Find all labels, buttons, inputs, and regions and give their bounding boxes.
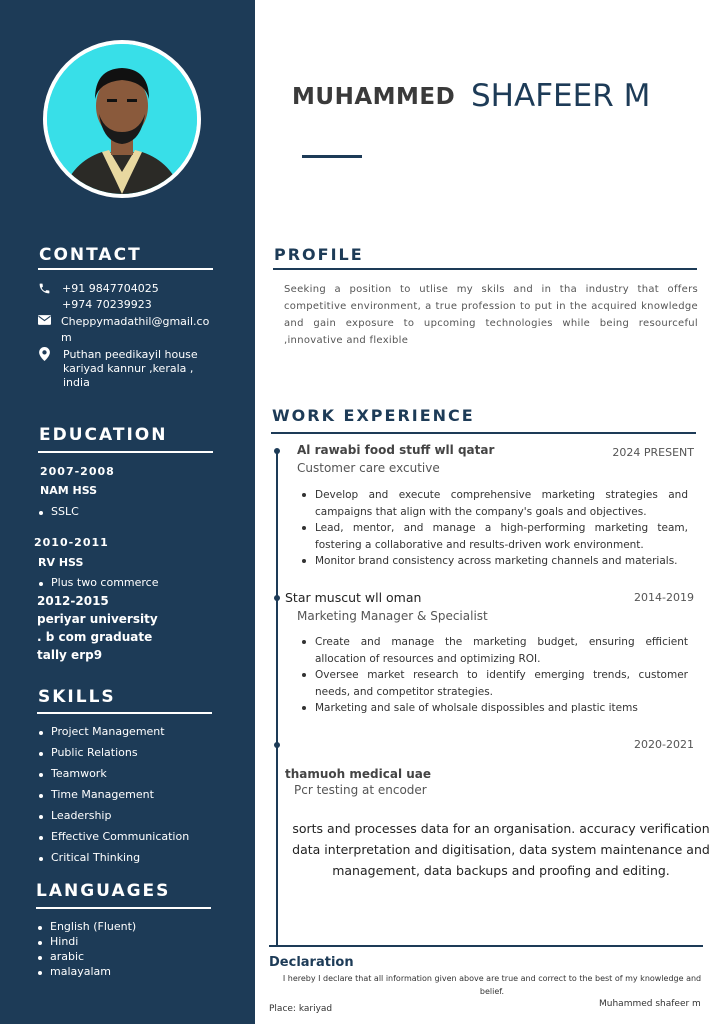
skill-item: Critical Thinking [38, 851, 189, 864]
job-1-date: 2024 PRESENT [612, 446, 694, 459]
timeline-dot [274, 595, 280, 601]
language-item: arabic [37, 950, 136, 963]
timeline-dot [274, 742, 280, 748]
profile-heading: PROFILE [274, 245, 364, 264]
edu-1-school: NAM HSS [40, 484, 98, 497]
languages-heading: LANGUAGES [36, 881, 171, 901]
edu-3-school: periyar university [37, 612, 158, 626]
job-2-company: Star muscut wll oman [285, 590, 422, 605]
skill-item: Teamwork [38, 767, 189, 780]
skills-heading: SKILLS [38, 687, 116, 707]
languages-list [37, 920, 136, 978]
edu-1-years: 2007-2008 [40, 465, 115, 478]
skill-item: Time Management [38, 788, 189, 801]
skills-divider [37, 712, 212, 714]
edu-2-years: 2010-2011 [34, 536, 109, 549]
edu-2-item: Plus two commerce [38, 576, 159, 589]
first-name: MUHAMMED [292, 84, 456, 110]
edu-2-list [38, 576, 159, 589]
timeline-line [276, 450, 278, 945]
job-1-company: Al rawabi food stuff wll qatar [297, 443, 495, 457]
education-divider [38, 451, 213, 453]
sidebar [0, 0, 255, 1024]
edu-2-school: RV HSS [38, 556, 84, 569]
skill-item: Leadership [38, 809, 189, 822]
job-2-bullet: Create and manage the marketing budget, ensuring efficient allocation of resources and optimizing ROI. [298, 634, 688, 667]
phone-icon [38, 282, 51, 295]
job-1-bullets [298, 487, 688, 570]
email-line-2: m [61, 331, 72, 344]
declaration-place: Place: kariyad [269, 1004, 333, 1014]
edu-3-extra: tally erp9 [37, 648, 103, 662]
skills-list [38, 725, 189, 864]
job-3-date: 2020-2021 [634, 738, 694, 751]
job-3-role: Pcr testing at encoder [294, 783, 427, 797]
job-2-bullet: Marketing and sale of wholsale dispossibles and plastic items [298, 700, 688, 717]
declaration-heading: Declaration [269, 955, 354, 970]
skill-item: Effective Communication [38, 830, 189, 843]
name-accent-rule [302, 155, 362, 158]
contact-heading: CONTACT [39, 245, 142, 265]
job-1-bullet: Develop and execute comprehensive marketing strategies and campaigns that align with the company's goals and objectives. [298, 487, 688, 520]
job-1-bullet: Lead, mentor, and manage a high-performing marketing team, fostering a collaborative and results-driven work environment. [298, 520, 688, 553]
declaration-text: I hereby I declare that all information given above are true and correct to the best of my knowledge and belief. [282, 974, 702, 996]
work-divider [271, 432, 696, 434]
phone-secondary: +974 70239923 [62, 298, 152, 311]
job-3-company: thamuoh medical uae [285, 767, 432, 781]
job-1-bullet: Monitor brand consistency across marketing channels and materials. [298, 553, 688, 570]
profile-photo-frame [43, 40, 201, 198]
declaration-signature: Muhammed shafeer m [599, 999, 701, 1009]
location-pin-icon [39, 347, 50, 361]
timeline-dot [274, 448, 280, 454]
job-3-description: sorts and processes data for an organisation. accuracy verification data interpretation and digitisation, data system maintenance and management, data backups and proofing and editing. [292, 821, 710, 878]
skill-item: Public Relations [38, 746, 189, 759]
language-item: malayalam [37, 965, 136, 978]
job-2-date: 2014-2019 [634, 591, 694, 604]
work-heading: WORK EXPERIENCE [272, 406, 475, 425]
edu-1-item: SSLC [38, 505, 79, 518]
profile-photo [47, 44, 197, 194]
job-2-bullets [298, 634, 688, 717]
language-item: Hindi [37, 935, 136, 948]
skill-item: Project Management [38, 725, 189, 738]
profile-text: Seeking a position to utlise my skils and in tha industry that offers competitive environment, a true profession to put in the acquired knowledge and gain exposure to upcoming technologies while being resourceful ,innovative and flexible [284, 284, 698, 346]
phone-primary: +91 9847704025 [62, 282, 159, 295]
address-line-2: kariyad kannur ,kerala , [63, 362, 194, 375]
job-2-bullet: Oversee market research to identify emerging trends, customer needs, and competitor strategies. [298, 667, 688, 700]
languages-divider [36, 907, 211, 909]
edu-1-list [38, 505, 79, 518]
email-icon [38, 315, 51, 325]
job-1-role: Customer care excutive [297, 461, 440, 475]
job-2-role: Marketing Manager & Specialist [297, 609, 488, 623]
last-name: SHAFEER M [471, 78, 651, 114]
declaration-divider [269, 945, 703, 947]
address-line-3: india [63, 376, 90, 389]
edu-3-degree: . b com graduate [37, 630, 153, 644]
contact-divider [38, 268, 213, 270]
edu-3-years: 2012-2015 [37, 594, 109, 608]
profile-divider [273, 268, 697, 270]
email-line-1: Cheppymadathil@gmail.co [61, 315, 210, 328]
language-item: English (Fluent) [37, 920, 136, 933]
address-line-1: Puthan peedikayil house [63, 348, 198, 361]
education-heading: EDUCATION [39, 425, 168, 445]
